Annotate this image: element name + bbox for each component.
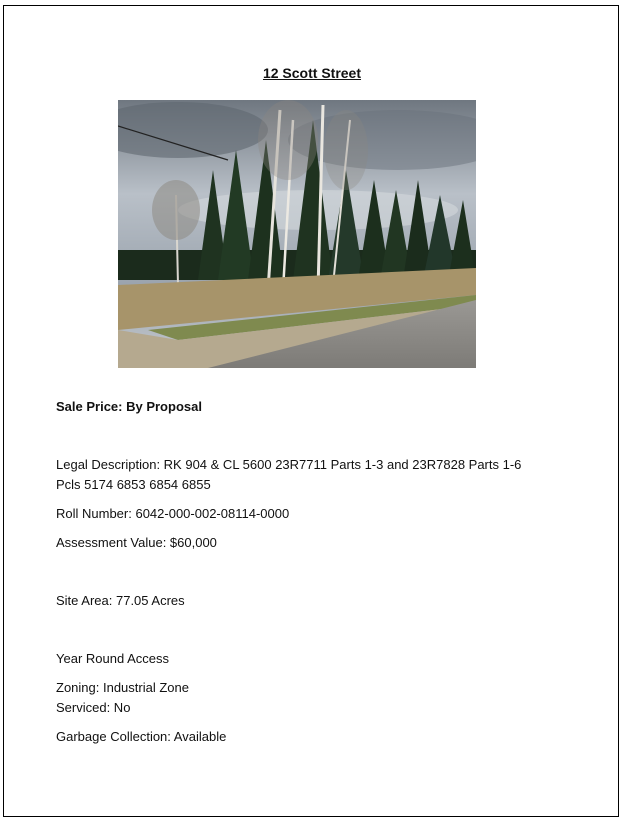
page-title: 12 Scott Street — [262, 65, 362, 81]
zoning: Zoning: Industrial Zone — [56, 680, 189, 695]
assessment-value: Assessment Value: $60,000 — [56, 535, 217, 550]
roll-number: Roll Number: 6042-000-002-08114-0000 — [56, 506, 290, 521]
legal-description-line-1: Legal Description: RK 904 & CL 5600 23R7711 Parts 1-3 and 23R7828 Parts 1-6 — [56, 457, 522, 472]
garbage-collection: Garbage Collection: Available — [56, 729, 227, 744]
serviced: Serviced: No — [56, 700, 131, 715]
legal-description-line-2: Pcls 5174 6853 6854 6855 — [56, 477, 211, 492]
document-page — [3, 5, 619, 817]
year-round-access: Year Round Access — [56, 651, 169, 666]
site-area: Site Area: 77.05 Acres — [56, 593, 185, 608]
property-photo — [118, 100, 476, 368]
sale-price: Sale Price: By Proposal — [56, 399, 202, 414]
